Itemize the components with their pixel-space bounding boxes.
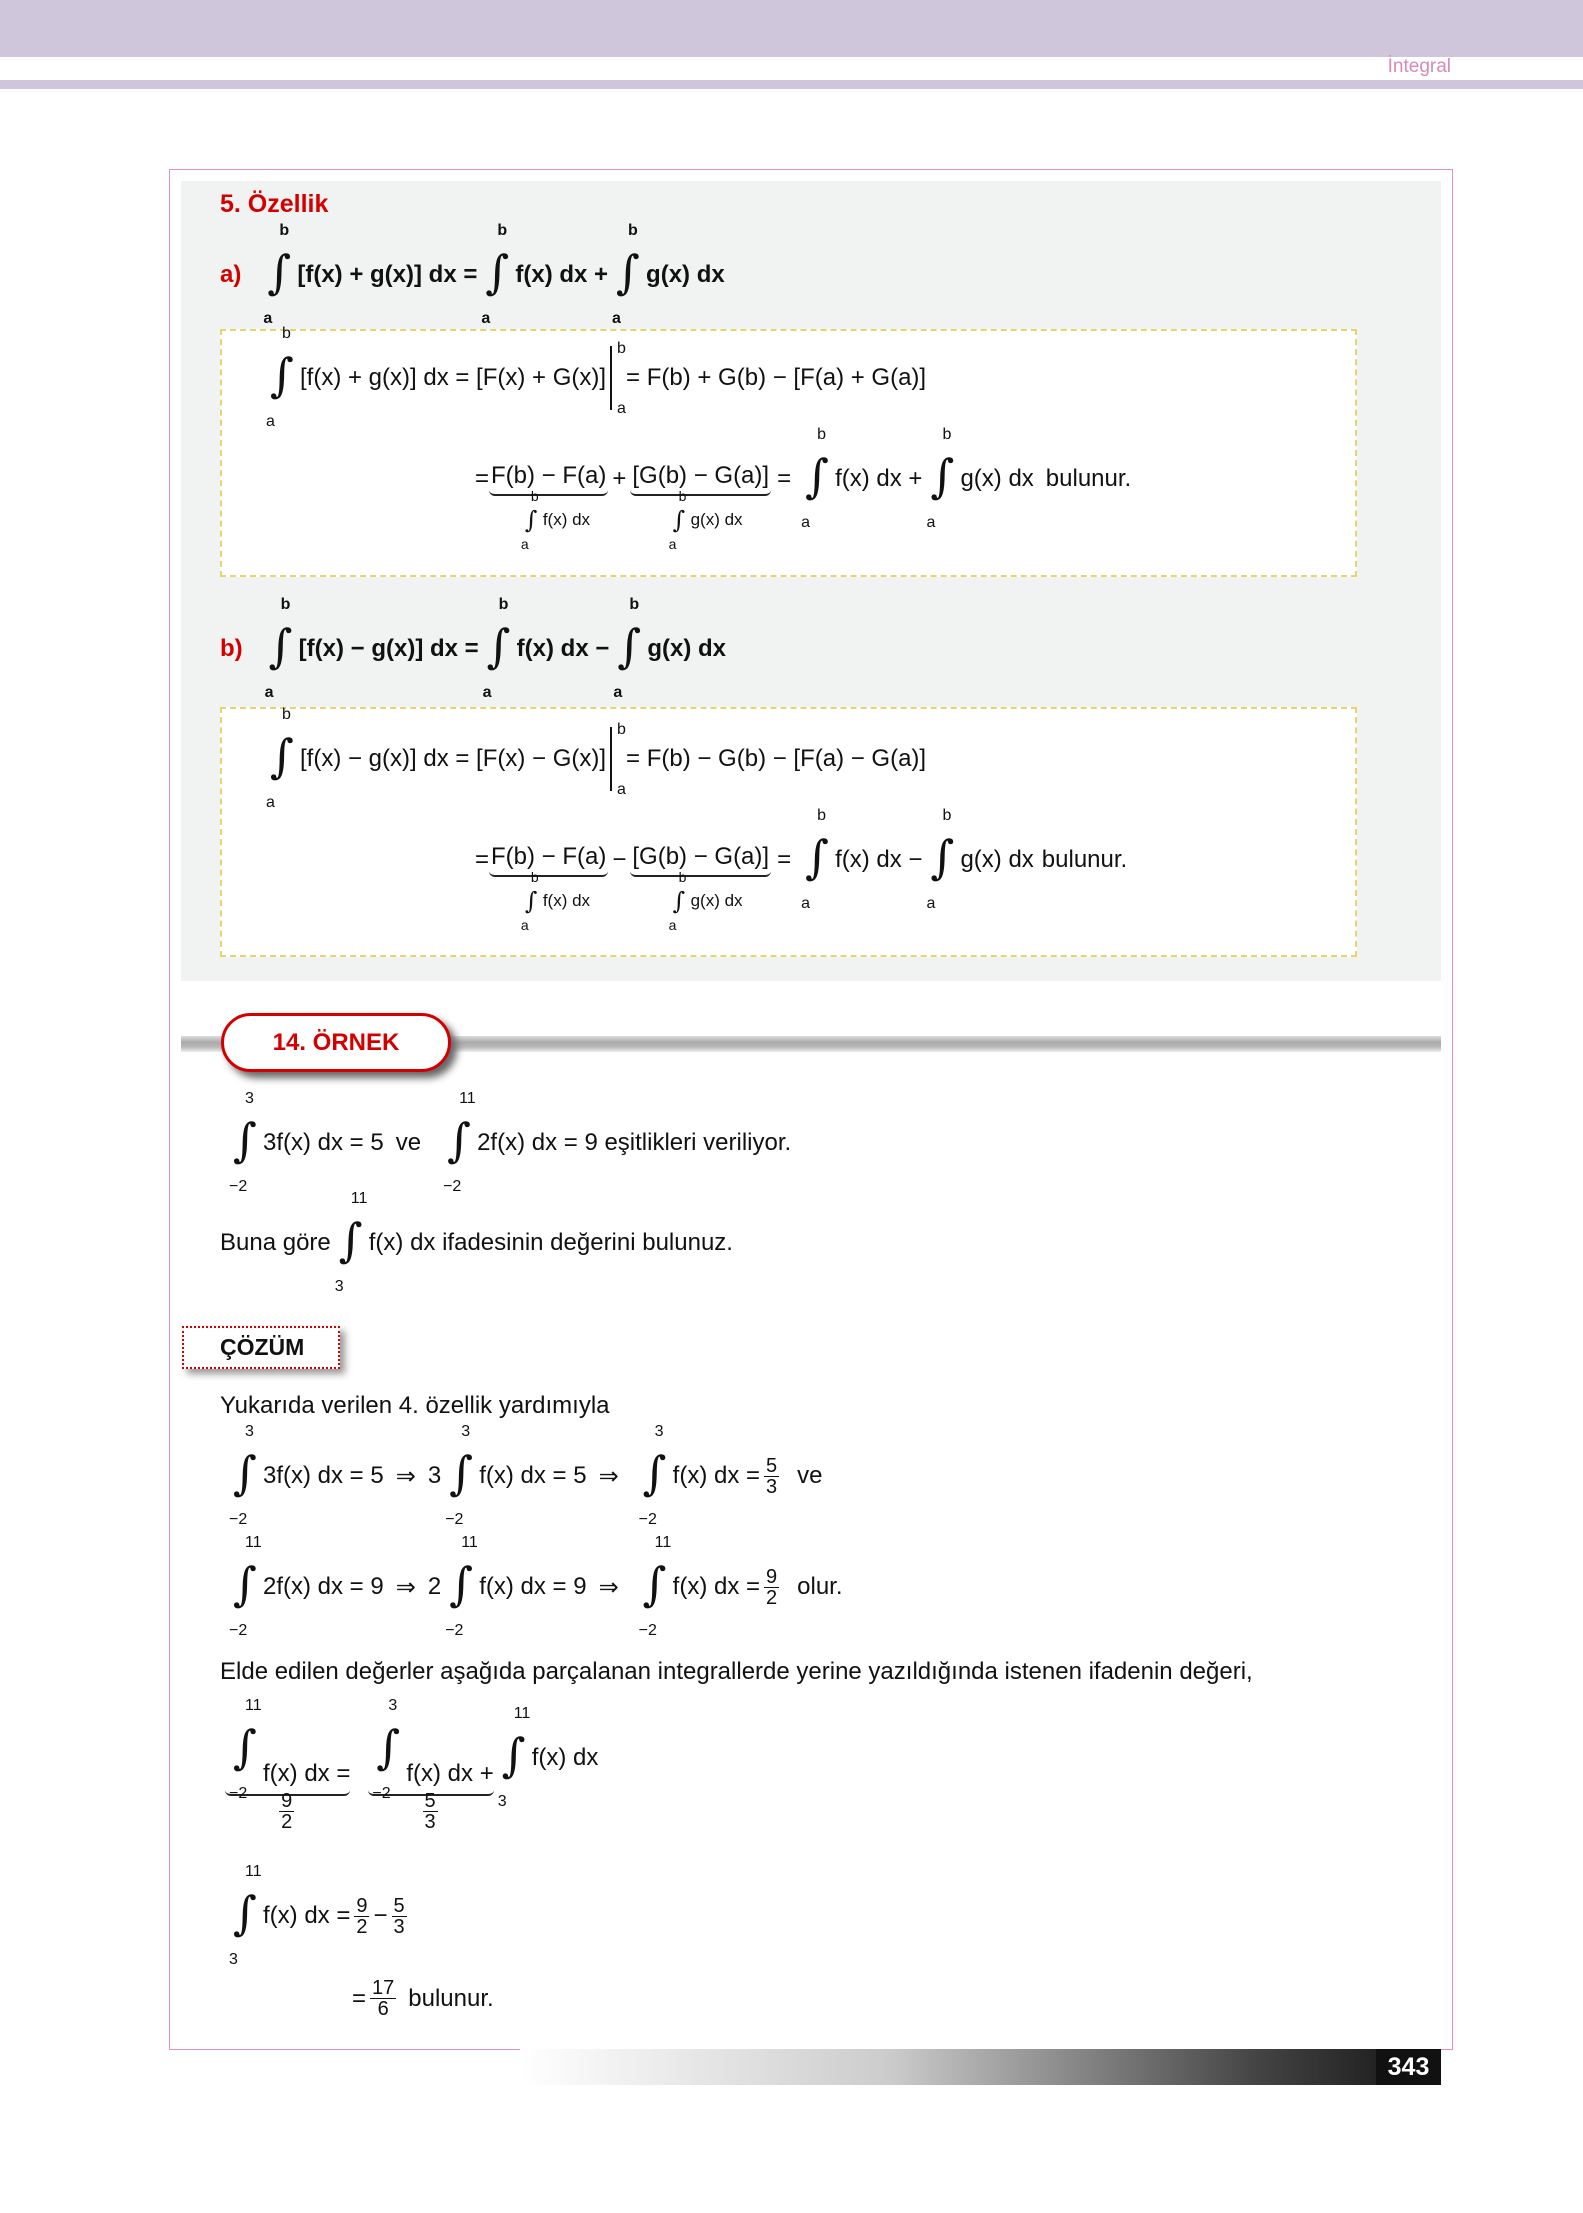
integral-icon: ∫ 11 3 — [334, 1190, 368, 1295]
integral-icon: ∫ b a — [482, 596, 511, 701]
integral-icon: ∫ b a — [801, 807, 830, 912]
integral-icon: ∫ b a — [266, 706, 294, 811]
fraction: $\frac{9}{2}$ — [356, 1894, 368, 1938]
solution-row-1: ∫ 3 −2 3f(x) dx = 5 ⇒ 3 ∫ 3 −2 f(x) dx = 5 ⇒ ∫ 3 −2 f(x) dx = $\frac{5}{3}$ ve — [229, 1423, 823, 1528]
integral-icon: ∫ b a — [266, 325, 294, 430]
label-a: a) — [220, 261, 242, 288]
integral-icon: ∫ 3 −2 — [638, 1423, 667, 1528]
integral-icon: ∫ 11 −2 — [638, 1534, 672, 1639]
fraction: $\frac{5}{3}$ — [766, 1454, 778, 1498]
page-number: 343 — [1376, 2049, 1441, 2085]
property-a-statement: a) ∫ b a [f(x) + g(x)] dx = ∫ b a f(x) dx + ∫ b a g(x) dx — [220, 222, 725, 327]
underbrace: ∫ 11 −2 f(x) dx = $\frac{9}{2}$ — [225, 1719, 350, 1796]
integral-icon: ∫ b a — [613, 596, 642, 701]
integral-icon: ∫ b a — [926, 807, 955, 912]
integral-icon: ∫ 11 −2 — [229, 1534, 262, 1639]
header-bar — [0, 0, 1583, 57]
solution-result: = $\frac{17}{6}$ bulunur. — [352, 1977, 494, 2020]
integral-icon: ∫ 11 −2 — [229, 1697, 262, 1802]
fraction: $\frac{5}{3}$ — [393, 1894, 405, 1938]
solution-row-3: ∫ 11 −2 f(x) dx = $\frac{9}{2}$ ∫ 3 −2 f(x) dx + $\frac{5}{3}$ ∫ 11 3 f(x) dx — [225, 1719, 598, 1796]
integral-icon: ∫ 3 −2 — [445, 1423, 474, 1528]
header-line — [0, 80, 1583, 89]
integral-icon: ∫ b a — [263, 222, 292, 327]
integral-icon: ∫ b a — [801, 426, 830, 531]
solution-row-2: ∫ 11 −2 2f(x) dx = 9 ⇒ 2 ∫ 11 −2 f(x) dx = 9 ⇒ ∫ 11 −2 f(x) dx = $\frac{9}{2}$ olur. — [229, 1534, 843, 1639]
underbrace: ∫ 3 −2 f(x) dx + $\frac{5}{3}$ — [368, 1719, 493, 1796]
proof-b-line2: = F(b) − F(a) ∫ b a f(x) dx − [G(b) − G(a)] ∫ b a g(x) dx = ∫ b a f(x) dx − ∫ b a g(x) dx bulunur. — [475, 807, 1128, 933]
example-question: Buna göre ∫ 11 3 f(x) dx ifadesinin değerini bulunuz. — [220, 1190, 733, 1295]
integral-icon: ∫ 11 3 — [229, 1863, 262, 1968]
fraction: $\frac{17}{6}$ — [372, 1977, 395, 2020]
solution-row-4: ∫ 11 3 f(x) dx = $\frac{9}{2}$ − $\frac{5}{3}$ — [229, 1863, 405, 1968]
solution-title: ÇÖZÜM — [182, 1326, 340, 1369]
integral-icon: ∫ b a — [481, 222, 510, 327]
property-title: 5. Özellik — [220, 190, 329, 218]
integral-icon: ∫ b a — [926, 426, 955, 531]
integral-icon: ∫ 3 −2 — [229, 1090, 257, 1195]
property-b-statement: b) ∫ b a [f(x) − g(x)] dx = ∫ b a f(x) dx − ∫ b a g(x) dx — [220, 596, 727, 701]
integral-icon: ∫ b a — [264, 596, 293, 701]
example-title: 14. ÖRNEK — [221, 1013, 451, 1072]
underbrace: F(b) − F(a) ∫ b a f(x) dx — [491, 462, 607, 552]
integral-icon: ∫ 11 −2 — [443, 1090, 476, 1195]
solution-intro: Yukarıda verilen 4. özellik yardımıyla — [220, 1392, 610, 1419]
proof-a-line1: ∫ b a [f(x) + g(x)] dx = [F(x) + G(x)] b a = F(b) + G(b) − [F(a) + G(a)] — [266, 325, 927, 430]
example-given: ∫ 3 −2 3f(x) dx = 5 ve ∫ 11 −2 2f(x) dx = 9 eşitlikleri veriliyor. — [229, 1090, 792, 1195]
evaluation-bar: b a — [610, 346, 620, 410]
integral-icon: ∫ 11 3 — [497, 1704, 531, 1810]
underbrace: [G(b) − G(a)] ∫ b a g(x) dx — [632, 462, 770, 552]
integral-icon: ∫ 3 −2 — [372, 1697, 401, 1802]
proof-a-line2: = F(b) − F(a) ∫ b a f(x) dx + [G(b) − G(a)] ∫ b a g(x) dx = ∫ b a f(x) dx + ∫ b a g(x) dx bulunur. — [475, 426, 1132, 552]
integral-icon: ∫ 3 −2 — [229, 1423, 257, 1528]
integral-icon: ∫ b a — [612, 222, 641, 327]
evaluation-bar: b a — [610, 727, 620, 791]
solution-text-2: Elde edilen değerler aşağıda parçalanan integrallerde yerine yazıldığında istenen ifadenin değeri, — [220, 1658, 1253, 1685]
underbrace: [G(b) − G(a)] ∫ b a g(x) dx — [632, 843, 770, 933]
fraction: $\frac{9}{2}$ — [766, 1565, 778, 1609]
proof-b-line1: ∫ b a [f(x) − g(x)] dx = [F(x) − G(x)] b a = F(b) − G(b) − [F(a) − G(a)] — [266, 706, 927, 811]
section-title: İntegral — [1387, 56, 1451, 77]
label-b: b) — [220, 635, 243, 662]
underbrace: F(b) − F(a) ∫ b a f(x) dx — [491, 843, 607, 933]
integral-icon: ∫ 11 −2 — [445, 1534, 478, 1639]
footer-gradient — [520, 2049, 1441, 2085]
